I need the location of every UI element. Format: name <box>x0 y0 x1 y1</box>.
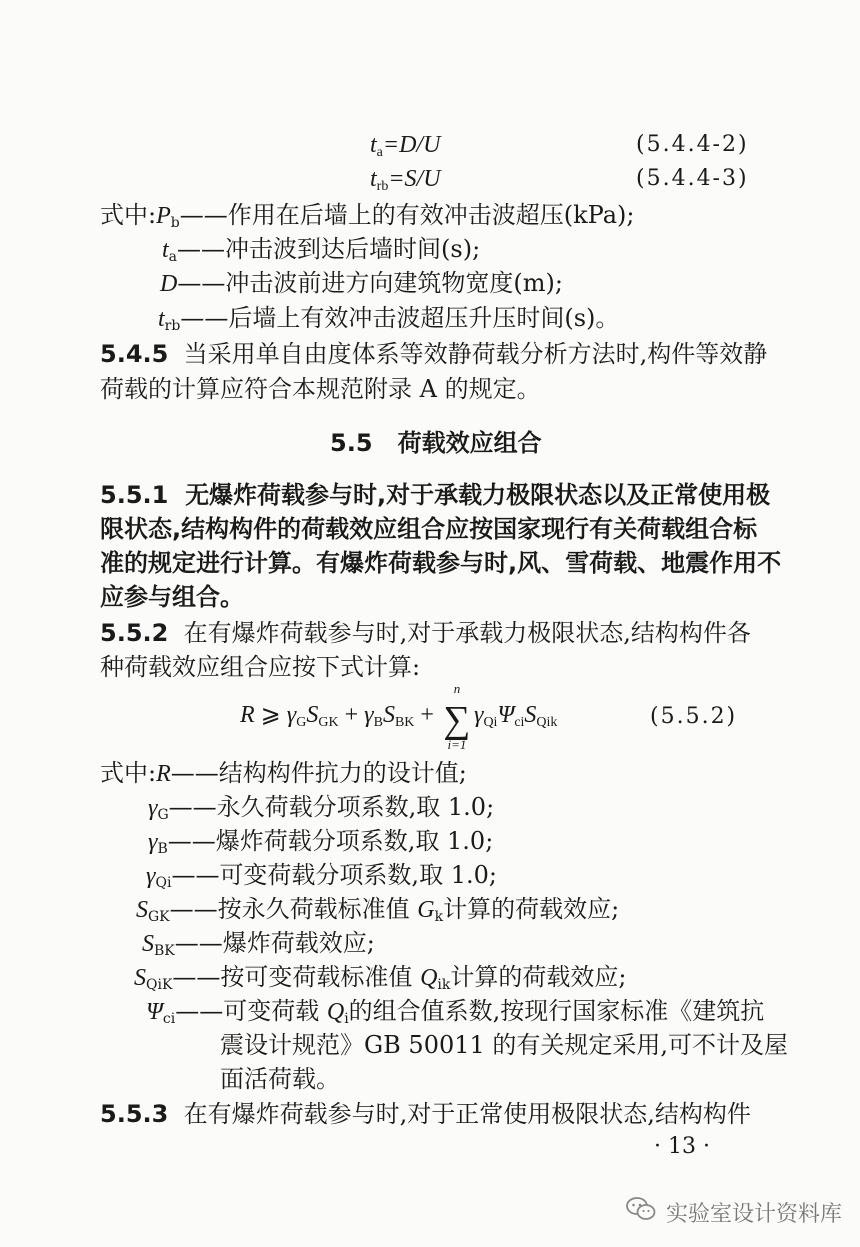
clause-number: 5.5.1 <box>100 481 169 509</box>
clause-line: 5.5.3 在有爆炸荷载参与时,对于正常使用极限状态,结构构件 <box>100 1100 751 1128</box>
where-line: $\gamma_B——$爆炸荷载分项系数,取 1.0; <box>148 827 494 857</box>
clause-line: 种荷载效应组合应按下式计算: <box>100 653 421 681</box>
where-line: $S_{BK}——$爆炸荷载效应; <box>142 929 375 959</box>
clause-line: 限状态,结构构件的荷载效应组合应按国家现行有关荷载组合标 <box>100 515 758 543</box>
where-line: $\Psi_{ci}——$可变荷载 $Q_i$的组合值系数,按现行国家标准《建筑抗 <box>146 997 765 1027</box>
clause-line: 准的规定进行计算。有爆炸荷载参与时,风、雪荷载、地震作用不 <box>100 549 782 577</box>
where-line: 式中:R——结构构件抗力的设计值; <box>100 759 467 787</box>
equation-trb: $t_{rb}=S/U$ <box>370 166 441 194</box>
watermark <box>626 1196 842 1228</box>
page-number: · 13 · <box>654 1134 710 1159</box>
where-line: $\gamma_{Qi}——$可变荷载分项系数,取 1.0; <box>146 861 497 891</box>
equation-ta: $t_a=D/U$ <box>370 132 441 160</box>
where-line: $t_a——$冲击波到达后墙时间(s); <box>162 235 481 265</box>
watermark-text: 实验室设计资料库 <box>666 1201 843 1227</box>
clause-line: 应参与组合。 <box>100 583 244 611</box>
equation-number: (5.5.2) <box>650 704 738 729</box>
where-line: $t_{rb}——$后墙上有效冲击波超压升压时间(s)。 <box>158 304 620 334</box>
where-line: $S_{GK}——$按永久荷载标准值 $G_k$计算的荷载效应; <box>136 895 620 925</box>
equation-number: (5.4.4-3) <box>636 166 749 191</box>
where-continuation: 震设计规范》GB 50011 的有关规定采用,可不计及屋 <box>220 1031 789 1059</box>
where-continuation: 面活荷载。 <box>220 1065 340 1093</box>
section-heading: 5.5 荷载效应组合 <box>330 429 542 457</box>
equation-combination: R ⩾ $\gamma_GS_{GK} + \gamma_BS_{BK}$ + n ∑ i=1 $\gamma_{Qi}\Psi_{ci}S_{Qik}$ <box>240 681 558 752</box>
where-line: D——冲击波前进方向建筑物宽度(m); <box>160 269 563 297</box>
clause-line: 5.5.2 在有爆炸荷载参与时,对于承载力极限状态,结构构件各 <box>100 619 751 647</box>
where-line: 式中$:P_b——$作用在后墙上的有效冲击波超压(kPa); <box>100 201 635 231</box>
wechat-icon <box>626 1196 656 1228</box>
clause-line: 荷载的计算应符合本规范附录 A 的规定。 <box>100 375 541 403</box>
clause-line: 5.5.1 无爆炸荷载参与时,对于承载力极限状态以及正常使用极 <box>100 481 771 509</box>
where-line: $S_{QiK}——$按可变荷载标准值 $Q_{ik}$计算的荷载效应; <box>134 963 627 993</box>
equation-number: (5.4.4-2) <box>636 132 749 157</box>
clause-number: 5.5.3 <box>100 1100 169 1128</box>
summation: n ∑ i=1 <box>443 681 471 752</box>
clause-number: 5.4.5 <box>100 340 169 368</box>
clause-number: 5.5.2 <box>100 619 169 647</box>
clause-line: 5.4.5 当采用单自由度体系等效静荷载分析方法时,构件等效静 <box>100 340 768 368</box>
where-line: $\gamma_G——$永久荷载分项系数,取 1.0; <box>148 793 495 823</box>
